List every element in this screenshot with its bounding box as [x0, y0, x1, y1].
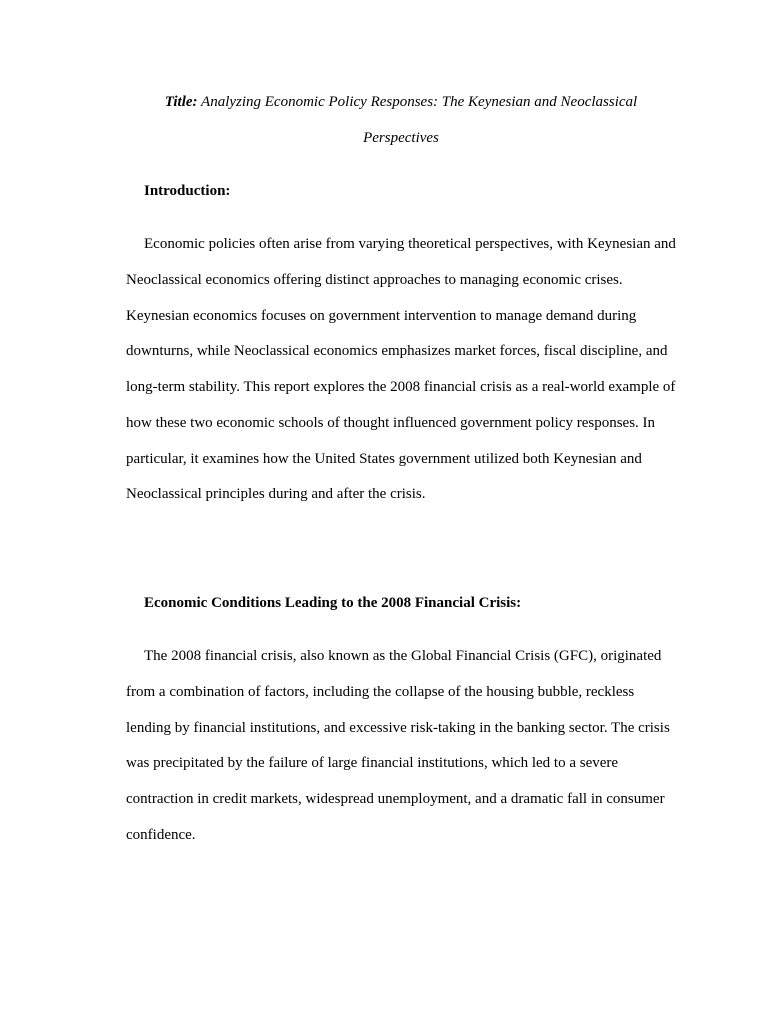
section-heading-introduction: Introduction:	[144, 183, 231, 199]
section-paragraph-introduction: Economic policies often arise from varying theoretical perspectives, with Keynesian and Neoclassical economics offering distinct approaches to managing economic crises. Keynesian economics focuses on government intervention to manage demand during downturns, while Neoclassical economics emphasizes market forces, fiscal discipline, and long-term stability. This report explores the 2008 financial crisis as a real-world example of how these two economic schools of thought influenced government policy responses. In particular, it examines how the United States government utilized both Keynesian and Neoclassical principles during and after the crisis.	[126, 236, 676, 503]
document-title	[126, 85, 676, 156]
title-text: Analyzing Economic Policy Responses: The Keynesian and Neoclassical Perspectives	[201, 94, 638, 146]
section-heading-economic-conditions: Economic Conditions Leading to the 2008 Financial Crisis:	[144, 595, 522, 611]
section-paragraph-economic-conditions: The 2008 financial crisis, also known as the Global Financial Crisis (GFC), originated from a combination of factors, including the collapse of the housing bubble, reckless lending by financial institutions, and excessive risk-taking in the banking sector. The crisis was precipitated by the failure of large financial institutions, which led to a severe contraction in credit markets, widespread unemployment, and a dramatic fall in consumer confidence.	[126, 648, 670, 843]
title-label: Title:	[164, 94, 198, 110]
